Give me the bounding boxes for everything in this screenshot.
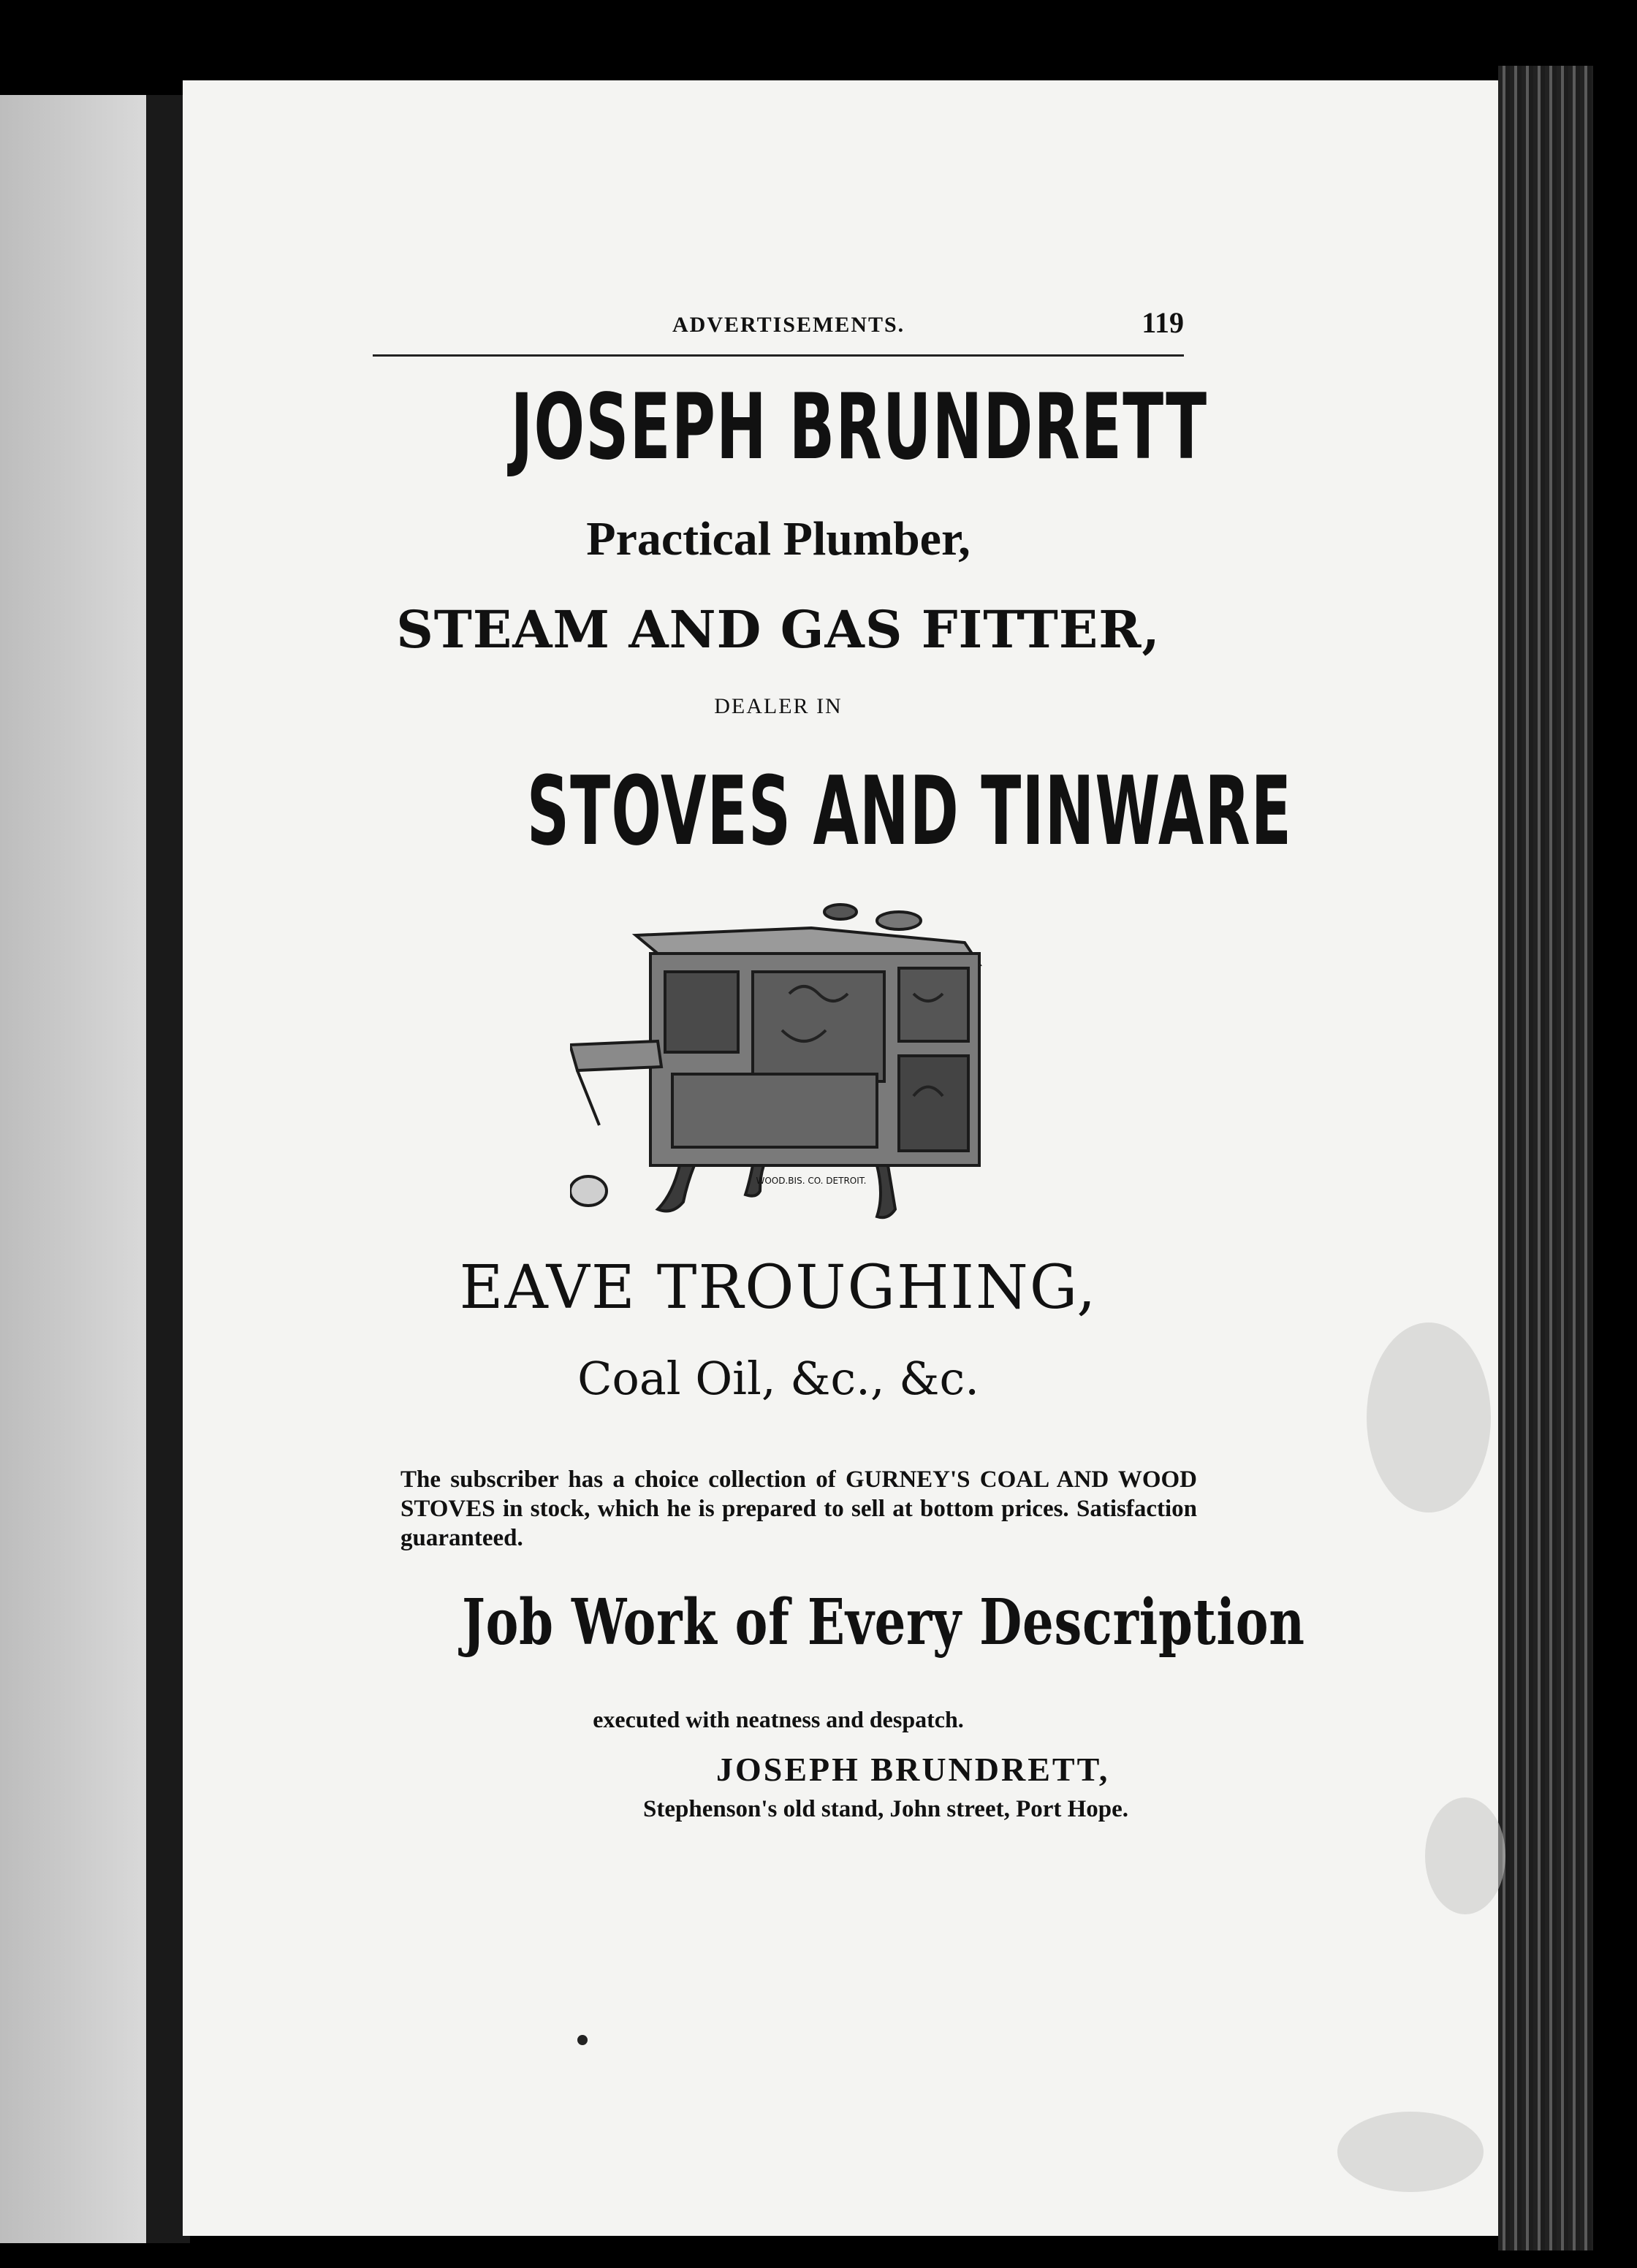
- page-edges: [1498, 66, 1593, 2250]
- running-header: [373, 300, 1184, 351]
- goods-heading: STOVES AND TINWARE: [526, 756, 1293, 867]
- running-title: ADVERTISEMENTS.: [672, 313, 905, 337]
- job-work-heading: Job Work of Every Description: [462, 1586, 1305, 1659]
- advertiser-name: JOSEPH BRUNDRETT: [510, 375, 1208, 480]
- stove-maker-mark: WOOD.BIS. CO. DETROIT.: [756, 1176, 867, 1186]
- ink-dot: [577, 2035, 588, 2045]
- header-rule: [373, 354, 1184, 357]
- page-number: 119: [1142, 306, 1184, 339]
- trade-line-2: STEAM AND GAS FITTER,: [396, 599, 1161, 660]
- signature-address: Stephenson's old stand, John street, Port Hope.: [643, 1796, 1129, 1822]
- ad-paragraph: The subscriber has a choice collection of GURNEY'S COAL AND WOOD STOVES in stock, which he is prepared to sell at bottom prices. Satisfaction guaranteed.: [400, 1466, 1197, 1551]
- executed-line: executed with neatness and despatch.: [593, 1706, 964, 1732]
- dealer-in: DEALER IN: [714, 694, 843, 718]
- facing-page: [0, 95, 168, 2243]
- signature-name: JOSEPH BRUNDRETT,: [716, 1751, 1110, 1788]
- trade-line: Practical Plumber,: [586, 512, 971, 566]
- coal-oil: Coal Oil, &c., &c.: [577, 1352, 979, 1405]
- eave-troughing: EAVE TROUGHING,: [459, 1253, 1098, 1323]
- stove-illustration: [570, 884, 1023, 1228]
